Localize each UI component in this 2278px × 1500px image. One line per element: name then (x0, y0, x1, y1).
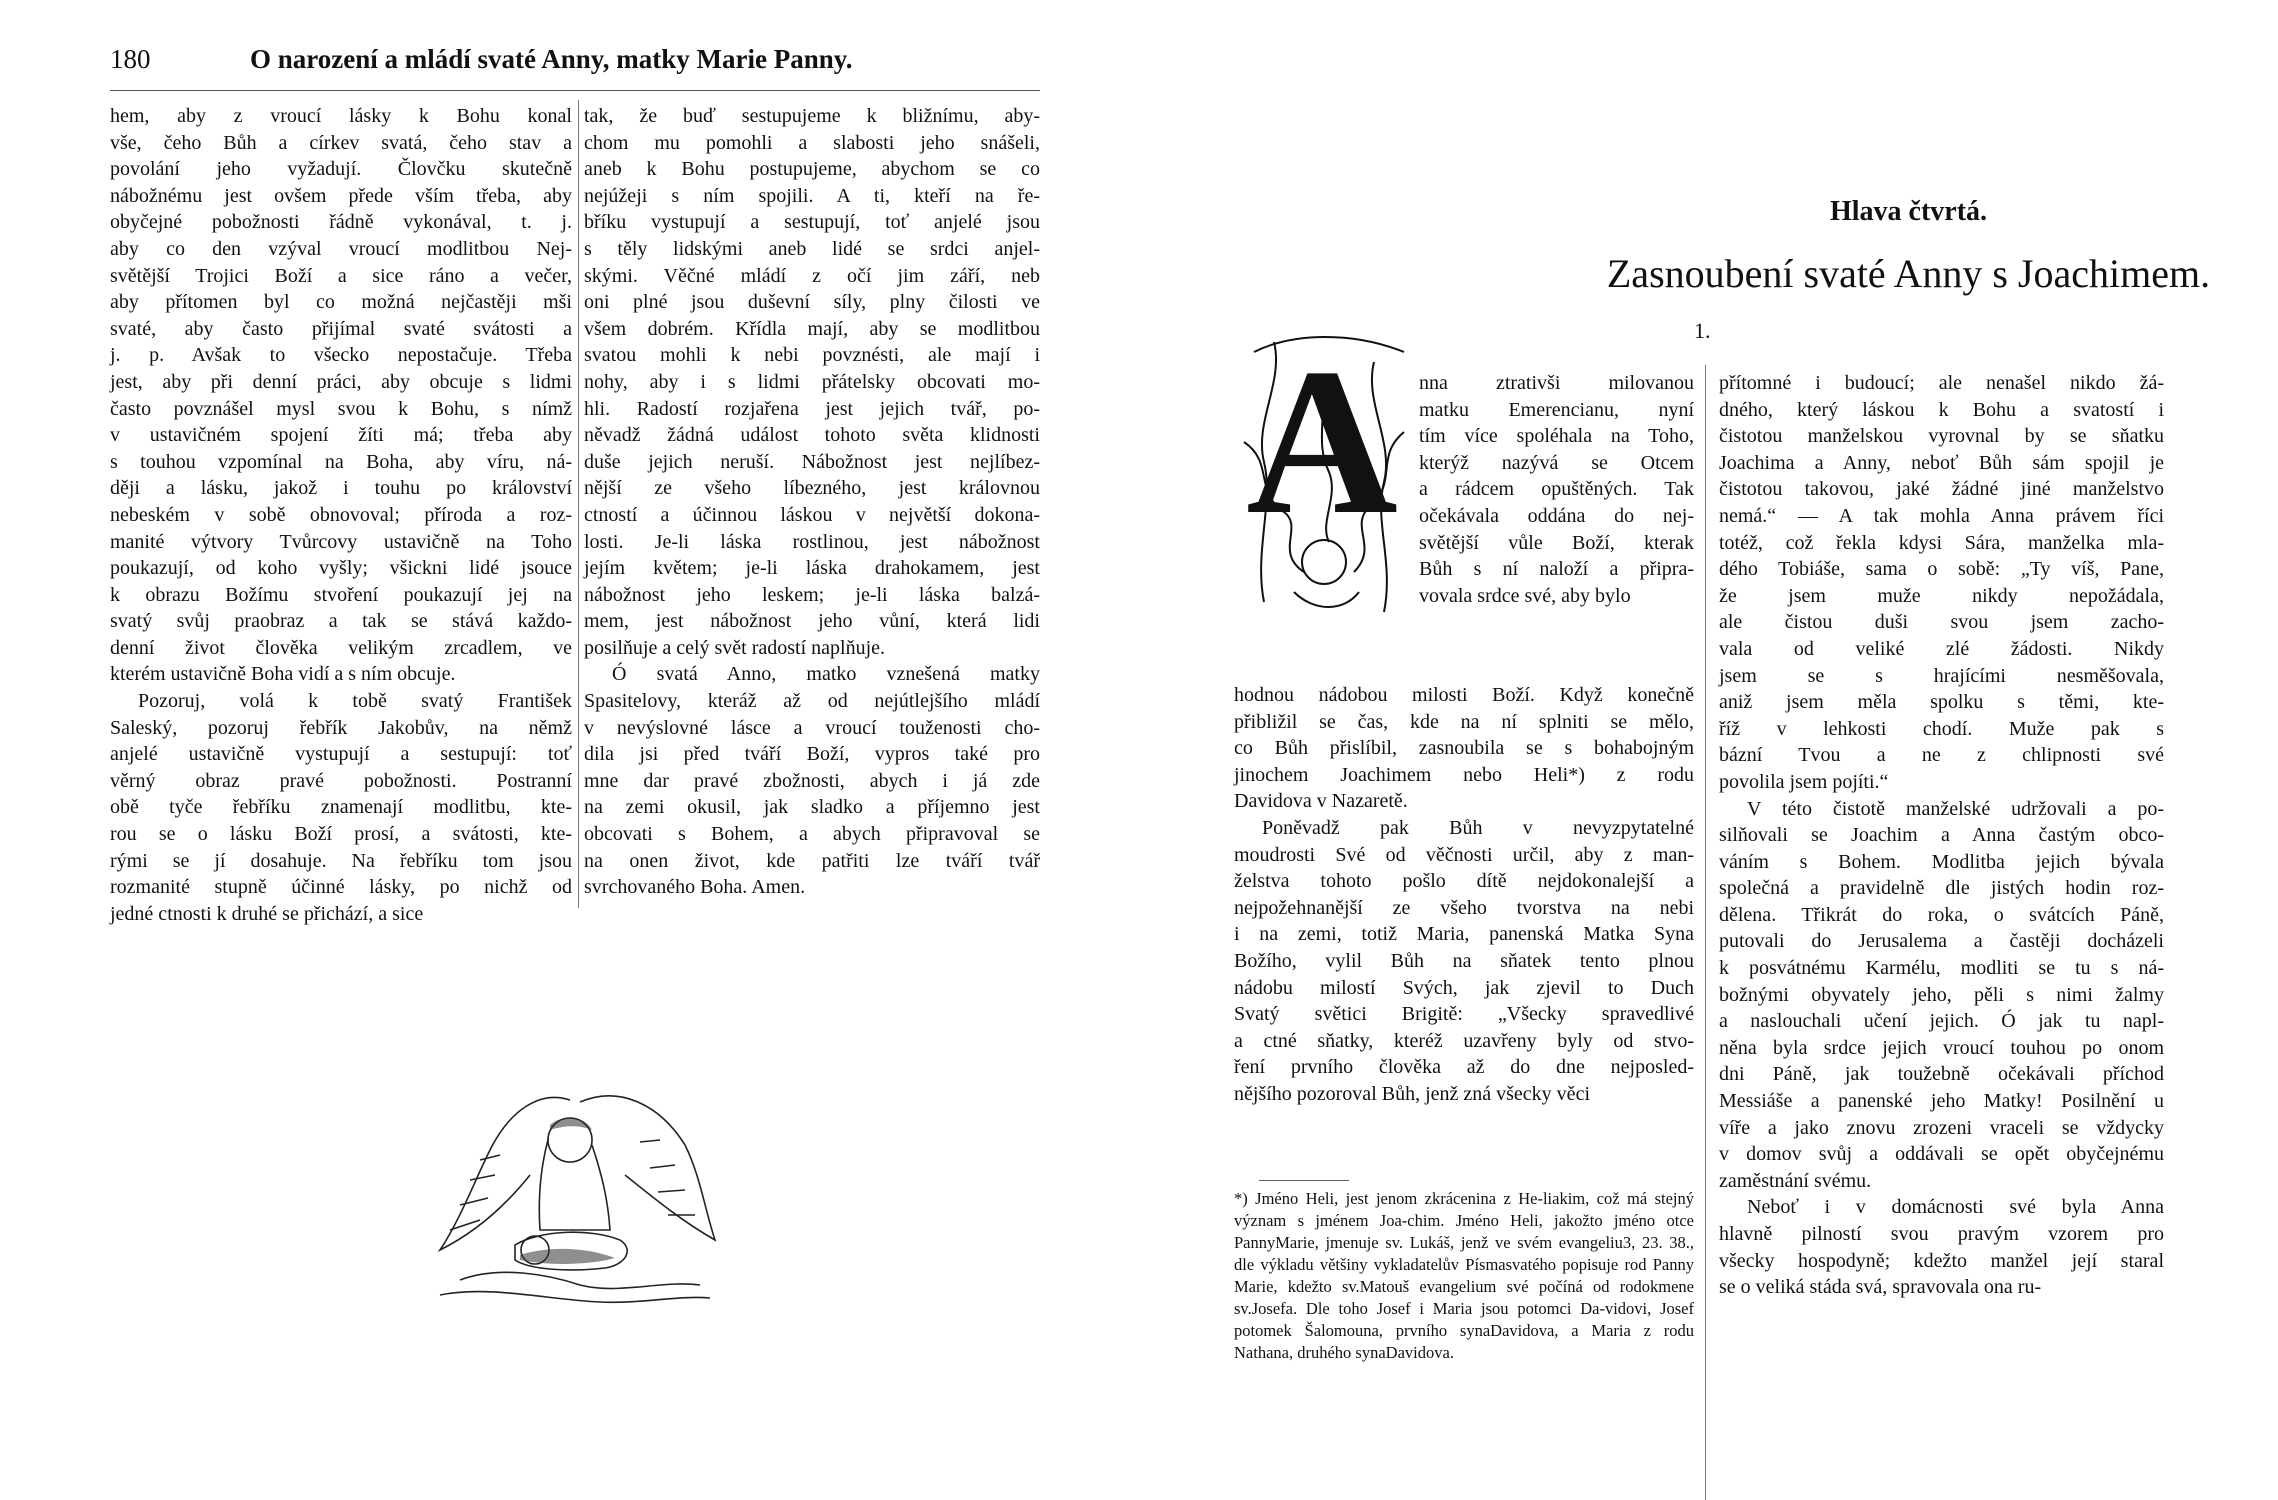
text-line: bázní Tvou a ne z chlipnosti své (1719, 744, 2164, 767)
text-line: oni plné jsou duševní síly, plny čilosti ve (584, 291, 1040, 314)
text-line: dného, který láskou k Bohu a svatostí i (1719, 398, 2164, 421)
text-line: silňovali se Joachim a Anna častým obco- (1719, 824, 2164, 847)
text-line: Davidova, a Maria z rodu Nathana, druhého syna (1234, 1321, 1695, 1362)
text-line: aniž jsem měla spolku s těmi, kte- (1719, 691, 2164, 714)
text-line: nohy, aby i s lidmi přátelsky obcovati mo- (584, 370, 1040, 393)
chapter-label (1139, 196, 2278, 228)
text-line: a ctné sňatky, kteréž uzavřeny byly od stvo- (1234, 1029, 1694, 1052)
text-line: často povznášel mysl svou k Bohu, s nímž (110, 397, 572, 420)
text-line: rými se jí dosahuje. Na řebříku tom jsou (110, 849, 572, 872)
text-line: víře a jako znovu zrozeni vraceli se vždycky (1719, 1116, 2164, 1139)
text-line: moudrosti Své od věčnosti určil, aby z man- (1234, 843, 1694, 866)
text-line: svatého popisuje rod Panny Marie, kdežto sv. (1234, 1255, 1694, 1296)
text-line: ději a lásku, jakož i touhu po království (110, 477, 572, 500)
text-line: Matouš evangelium své počíná od rodokmene sv. (1234, 1277, 1694, 1318)
text-line: aneb k Bohu postupujeme, abychom se co (584, 158, 1040, 181)
text-line: kterém ustavičně Boha vidí a s ním obcuje. (110, 663, 456, 686)
text-line: povolila jsem pojíti.“ (1719, 770, 1889, 793)
text-line: váním s Bohem. Modlitba jejich bývala (1719, 850, 2164, 873)
text-line: s těly lidskými aneb lidé se srdci anjel- (584, 237, 1040, 260)
text-line: svatou mohli k nebi povznésti, ale mají i (584, 344, 1040, 367)
text-line: kterýž nazývá se Otcem (1419, 451, 1694, 474)
text-line: věrný obraz pravé pobožnosti. Postranní (110, 769, 572, 792)
running-title: O narození a mládí svaté Anny, matky Marie Panny. (250, 44, 853, 74)
right-column-2 (1719, 370, 2164, 1301)
text-line: Messiáše a panenské jeho Matky! Posilnění u (1719, 1090, 2164, 1113)
text-line: mem, jest nábožnost jeho vůní, která lidi (584, 610, 1040, 633)
text-line: světější vůle Boží, kterak (1419, 531, 1694, 554)
text-line: vše, čeho Bůh a církev svatá, čeho stav a (110, 131, 572, 154)
text-line: želstva tohoto pošlo dítě nejdokonalejší a (1234, 870, 1694, 893)
text-line: jinochem Joachimem nebo Heli*) z rodu (1234, 763, 1694, 786)
text-line: v nevýslovné lásce a vroucí touženosti cho- (584, 716, 1040, 739)
text-line: anjelé ustavičně vystupují a sestupují: toť (110, 743, 572, 766)
text-line: matku Emerencianu, nyní (1419, 398, 1694, 421)
text-line: poukazují, od koho vyšly; všickni lidé jsouce (110, 557, 572, 580)
text-line: Spasitelovy, kteráž až od nejútlejšího mládí (584, 690, 1040, 713)
text-line: ření prvního člověka až do dne nejposled- (1234, 1056, 1694, 1079)
text-line: i na zemi, totiž Maria, panenská Matka Syna (1234, 923, 1694, 946)
text-line: s touhou vzpomínal na Boha, aby víru, ná- (110, 450, 572, 473)
text-line: Joachima a Anny, neboť Bůh sám spojil je (1719, 451, 2164, 474)
text-line: čistotou takovou, jaké žádné jiné manželstvo (1719, 478, 2164, 501)
text-line: manité výtvory Tvůrcovy ustavičně na Toho (110, 530, 572, 553)
text-line: svrchovaného Boha. Amen. (584, 876, 806, 899)
text-line: hlavně pilností svou pravým vzorem pro (1719, 1223, 2164, 1245)
text-line: světější Trojici Boží a sice ráno a večer, (110, 264, 572, 287)
footnote (1234, 1188, 1694, 1364)
text-line: božnými obyvately jeho, pěli s nimi žalmy (1719, 983, 2164, 1006)
text-line: se o veliká stáda svá, spravovala ona ru- (1719, 1276, 2042, 1299)
text-line: putovali do Jerusalema a častěji docházeli (1719, 930, 2164, 953)
text-line: Svatý světici Brigitě: „Všecky spravedlivé (1234, 1003, 1694, 1026)
chapter-label-text: Hlava čtvrtá. (1829, 196, 1988, 227)
text-below-initial (1234, 682, 1694, 1108)
page-number: 180 (110, 44, 151, 74)
column-divider (578, 100, 579, 908)
chapter-title (1139, 250, 2278, 297)
text-line: co Bůh přislíbil, zasnoubila se s bohabojným (1234, 737, 1694, 760)
text-line: vala od veliké zlé žádosti. Nikdy (1719, 637, 2164, 660)
text-line: přítomné i budoucí; ale nenašel nikdo žá- (1719, 372, 2164, 394)
text-line: k obrazu Božímu stvoření poukazují jej na (110, 583, 572, 606)
text-line: jejím květem; je-li láska drahokamem, jest (584, 557, 1040, 580)
text-line: Pozoruj, volá k tobě svatý František (138, 690, 572, 713)
text-line: obcovati s Bohem, a abych připravoval se (584, 823, 1040, 846)
text-line: 3, 23. 38., dle výkladu většiny vykladatelův Písma (1234, 1233, 1695, 1274)
text-line: nábožnému jest ovšem přede vším třeba, aby (110, 184, 572, 207)
text-line: nebeském v sobě obnovoval; příroda a roz- (110, 503, 572, 526)
text-line: něna byla srdce jejich vroucí touhou po onom (1719, 1036, 2164, 1059)
text-line: chom mu pomohli a slabosti jeho snášeli, (584, 131, 1040, 154)
footnote-rule (1259, 1180, 1349, 1181)
text-line: říž v lehkosti chodí. Muže pak s (1719, 717, 2164, 740)
text-line: nejpožehnanější ze všeho tvorstva na nebi (1234, 896, 1694, 919)
text-line: skými. Věčné mládí z očí jim září, neb (584, 264, 1040, 287)
text-line: dělena. Třikrát do roka, o svátcích Páně, (1719, 903, 2164, 926)
text-line: Davidova v Nazaretě. (1234, 790, 1408, 813)
text-line: nádobu milostí Svých, jak zjevil to Duch (1234, 976, 1694, 999)
text-line: vidovi, Josef potomek Šalomouna, prvního syna (1234, 1299, 1694, 1340)
text-line: povolání jeho vyžadují. Človčku skutečně (110, 158, 572, 181)
text-line: nější ze všeho líbezného, jest královnou (584, 477, 1040, 500)
text-line: aby přítomen byl co možná nejčastěji mši (110, 291, 572, 314)
text-line: svatý svůj praobraz a tak se stává každo- (110, 610, 572, 633)
text-line: a naslouchali učení jejich. Ó jak tu napl- (1719, 1010, 2164, 1033)
text-line: obě tyče řebříku znamenají modlitbu, kte- (110, 796, 572, 819)
text-line: chim. Jméno Heli, jakožto jméno otce Panny (1234, 1211, 1694, 1252)
text-line: hli. Radostí rozjařena jest jejich tvář, po- (584, 397, 1040, 420)
text-line: nějšího pozoroval Bůh, jenž zná všecky věci (1234, 1082, 1590, 1105)
text-line: mne dar pravé zbožnosti, abych i já zde (584, 769, 1040, 792)
text-line: Saleský, pozoruj řebřík Jakobův, na němž (110, 716, 572, 739)
text-line: tak, že buď sestupujeme k bližnímu, aby- (584, 105, 1040, 127)
text-line: aby co den vzýval vroucí modlitbou Nej- (110, 237, 572, 260)
left-column-1 (110, 103, 572, 927)
text-line: na onen život, kde patřiti lze tváří tvář (584, 849, 1040, 872)
dropcap-letter: A (1246, 326, 1398, 558)
text-line: ctností a účinnou láskou v největší dokona- (584, 503, 1040, 526)
header-rule (110, 90, 1040, 91)
text-line: dila jsi před tváří Boží, vypros také pro (584, 743, 1040, 766)
text-line: ale čistou duši svou jsem zacho- (1719, 611, 2164, 634)
text-line: bříku vystupují a sestupují, toť anjelé jsou (584, 211, 1040, 234)
text-line: j. p. Avšak to všecko nepostačuje. Třeba (110, 344, 572, 367)
text-line: nejúžeji s ním spojili. A ti, kteří na ře- (584, 184, 1040, 207)
text-line: v ustavičném spojení žíti má; třeba aby (110, 424, 572, 447)
text-line: něvadž žádná událost tohoto světa klidnosti (584, 424, 1040, 447)
text-line: tím více spoléhala na Toho, (1419, 425, 1694, 448)
text-line: dni Páně, jak toužebně očekávali příchod (1719, 1063, 2164, 1086)
text-line: čistotou manželskou vyrovnal by se sňatku (1719, 425, 2164, 448)
text-line: všecky hospodyně; kdežto manžel její staral (1719, 1249, 2164, 1272)
text-line: rozmanité stupně účinné lásky, po nichž od (110, 876, 572, 899)
text-line: společná a pravidelně dle jistých hodin roz- (1719, 877, 2164, 900)
text-line: dého Tobiáše, sama o sobě: „Ty víš, Pane, (1719, 558, 2164, 581)
text-line: a rádcem opuštěných. Tak (1419, 478, 1694, 501)
text-line: denní život člověka velikým zrcadlem, ve (110, 636, 572, 659)
text-line: k posvátnému Karmélu, modliti se tu s ná- (1719, 957, 2164, 980)
text-line: posilňuje a celý svět radostí naplňuje. (584, 636, 886, 659)
left-column-2 (584, 103, 1040, 901)
text-line: očekávala oddána do nej- (1419, 504, 1694, 527)
text-line: v domov svůj a oddávali se opět obyčejnému (1719, 1143, 2164, 1166)
right-page (1139, 0, 2278, 1500)
angel-vignette-image (420, 1080, 720, 1310)
text-line: totéž, což řekla kdysi Sára, manželka mla- (1719, 531, 2164, 554)
text-line: Neboť i v domácnosti své byla Anna (1747, 1196, 2164, 1219)
text-line: jedné ctnosti k druhé se přichází, a sice (110, 902, 424, 925)
text-line: Bůh s ní naloží a připra- (1419, 558, 1694, 581)
text-line: všem dobrém. Křídla mají, aby se modlitbou (584, 317, 1040, 340)
text-line: zaměstnání svému. (1719, 1169, 1872, 1192)
section-number: 1. (1694, 318, 1711, 343)
text-line: Josefa. Dle toho Josef i Maria jsou potomci Da- (1251, 1299, 1605, 1318)
text-line: nemá.“ — A tak mohla Anna právem říci (1719, 504, 2164, 527)
text-line: Davidova. (1385, 1343, 1454, 1362)
dropcap-space (1234, 370, 1419, 682)
text-line: Božího, vylil Bůh na sňatek tento plnou (1234, 949, 1694, 972)
text-line: na zemi okusil, jak sladko a příjemno jest (584, 796, 1040, 819)
text-line: *) Jméno Heli, jest jenom zkrácenina z He- (1234, 1189, 1543, 1208)
text-line: že jsem muže nikdy nepožádala, (1719, 584, 2164, 607)
text-line: Ó svatá Anno, matko vznešená matky (612, 663, 1040, 686)
text-line: nna ztrativši milovanou (1419, 372, 1694, 394)
text-line: jsem se s hrajícími nesměšovala, (1719, 664, 2164, 687)
text-line: vovala srdce své, aby bylo (1419, 584, 1631, 607)
right-column-1 (1234, 370, 1694, 1108)
text-line: nábožnost jeho leskem; je-li láska balzá- (584, 583, 1040, 606)
text-line: Poněvadž pak Bůh v nevyzpytatelné (1262, 816, 1694, 839)
text-line: přibližil se čas, kde na ní splniti se mělo, (1234, 710, 1694, 733)
text-line: liakim, což má stejný význam s jménem Joa- (1234, 1189, 1694, 1230)
text-line: hodnou nádobou milosti Boží. Když konečně (1234, 684, 1694, 706)
text-line: losti. Je-li láska rostlinou, jest nábožnost (584, 530, 1040, 553)
column-divider (1705, 365, 1706, 1500)
text-line: duše jejich neruší. Nábožnost jest nejlíbez- (584, 450, 1040, 473)
text-line: obyčejné pobožnosti řádně vykonával, t. j. (110, 211, 572, 234)
text-line: hem, aby z vroucí lásky k Bohu konal (110, 105, 572, 127)
chapter-title-text: Zasnoubení svaté Anny s Joachimem. (1606, 251, 2211, 296)
text-line: Marie, jmenuje sv. Lukáš, jenž ve svém evangeliu (1275, 1233, 1623, 1252)
text-line: jest, aby při denní práci, aby obcuje s lidmi (110, 370, 572, 393)
text-line: svaté, aby často přijímal svaté svátosti a (110, 317, 572, 340)
text-line: V této čistotě manželské udržovali a po- (1747, 797, 2164, 820)
text-line: rou se o lásku Boží prosí, a svátosti, kte- (110, 823, 572, 846)
